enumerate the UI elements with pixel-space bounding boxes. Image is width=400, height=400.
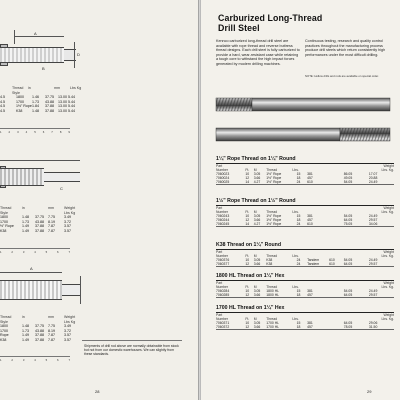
- shank-table-cell: 43.88: [45, 99, 54, 104]
- table-cell: 1½" Rope: [266, 180, 282, 185]
- page-number-left: 28: [95, 389, 100, 394]
- shank-table-cell: 43.88: [35, 328, 44, 333]
- shank-table-cell: 3.57: [64, 224, 71, 229]
- inch-scale-3: 1 2 3 4 5 6 7: [0, 357, 70, 362]
- table-cell: 1800 HL: [266, 293, 280, 298]
- table-header-row: Part Weight: [216, 313, 394, 317]
- table-cell: 24: [296, 258, 301, 263]
- table-cell: 7060372: [216, 325, 230, 330]
- shank-table-cell: 1.84: [32, 104, 39, 109]
- shank-table-cell: 5.44: [68, 108, 75, 113]
- table-header-row: Number Ft. M Thread Lbs. Lbs. Kg.: [216, 254, 394, 259]
- shank-table-cell: 37.88: [35, 333, 44, 338]
- left-page: A B D Thread in mm Lbs Kg Style 4.5 1800 1.46 37.75 13.00 5.44 4.5 1700 1.73 43.88 13.00 5.44 4.5 1½" Rope 1.84 37.88 13.00 5.44 4.5 K38 1.48 37.88 13.00 5.44 1 2 3 4 5 6 7 8 9 C Thread in mm Weight Style Lbs Kg 1800 1.48 37.75 7.75 3.49 1700 1.73 43.88 8.19 3.72 ½" Rope 1.49 37.88 7.87 3.57 K38 1.49 37.88 7.87 3.57 1 2 3 4 5 6 7 A Thread in mm Weight Style Lbs Kg 1800 1.48 37.75 7.75 3.49 1700 1.73 43.88 8.19 3.72 Rope 1.49 37.88 7.87 3.57 K38 1.49 37.88 7.87 3.57 1 2 3 4 5 6 7 Shipments of drill rod above are normally obtainable from stock but not from our domestic warehouses. We can slightly from these standards. 28: [0, 0, 198, 400]
- table-cell: 24.49: [368, 214, 378, 219]
- shank-table-cell: 4.5: [0, 108, 5, 113]
- table-cell: 7060023: [216, 172, 230, 177]
- shank-table-cell: 13.00: [58, 95, 67, 100]
- table-cell: 18: [296, 293, 301, 298]
- table-cell: 14: [245, 222, 250, 227]
- table-cell: 457: [307, 325, 313, 330]
- table-cell: 34.06: [368, 222, 378, 227]
- table-cell: 10: [245, 258, 250, 263]
- product-table: [216, 250, 394, 266]
- footnote: Shipments of drill rod above are normally obtainable from stock but not from our domestic warehouses. We can slightly from these standards.: [84, 344, 179, 356]
- shank-table-cell: 1700: [0, 219, 8, 224]
- table-cell: 86.05: [343, 172, 353, 177]
- table-cell: 1800 HL: [266, 289, 280, 294]
- shank-table-cell: 1.48: [32, 108, 39, 113]
- table-header-row: Number Ft. M Thread Lbs. Lbs. Kg.: [216, 285, 394, 290]
- thread-segment-upper: [216, 98, 252, 111]
- shank-table-cell: 1.73: [22, 328, 29, 333]
- shank-table-2-rows: [0, 215, 82, 233]
- shank-table-cell: 13.00: [58, 99, 67, 104]
- shank-table-cell: 37.88: [45, 108, 54, 113]
- table-cell: 1½" Rope: [266, 176, 282, 181]
- shank-table-cell: 3.57: [64, 333, 71, 338]
- table-cell: 7060245: [216, 222, 230, 227]
- shank-table-cell: 4.5: [0, 99, 5, 104]
- title-line-1: Carburized Long-Thread: [218, 13, 323, 23]
- product-table: [216, 281, 394, 297]
- shank-table-cell: 1.48: [22, 324, 29, 329]
- table-cell: 29.57: [368, 218, 378, 223]
- table-cell: 12: [245, 262, 250, 267]
- thread-segment-lower: [340, 128, 390, 141]
- table-cell: K38: [266, 258, 273, 263]
- page-number-right: 29: [367, 389, 372, 394]
- table-cell: 64.05: [343, 262, 353, 267]
- table-cell: 381: [307, 214, 313, 219]
- table-header-row: Part Weight: [216, 250, 394, 254]
- shank-table-1: Thread in mm Lbs Kg Style 4.5 1800 1.46 37.75 13.00 5.44 4.5 1700 1.73 43.88 13.00 5.44 4.5 1½" Rope 1.84 37.88 13.00 5.44 4.5 K38 1.48 37.88 13.00 5.44: [0, 86, 82, 113]
- table-cell: 24: [296, 180, 301, 185]
- table-cell: 54.05: [343, 180, 353, 185]
- shank-table-cell: 3.57: [64, 337, 71, 342]
- shank-table-cell: 1700: [16, 99, 24, 104]
- shank-table-cell: 13.00: [58, 104, 67, 109]
- rod-body-upper: [252, 98, 390, 111]
- shank-table-1-rows: [0, 95, 82, 113]
- table-cell: 4.27: [253, 222, 261, 227]
- table-cell: 12: [245, 325, 250, 330]
- table-cell: 1½" Rope: [266, 172, 282, 177]
- section-title: 1800 HL Thread on 1¼" Hex: [216, 273, 285, 279]
- shank-table-cell: 37.75: [45, 95, 54, 100]
- table-header-row: Number Ft. M Thread Lbs. Lbs. Kg.: [216, 168, 394, 173]
- table-cell: 3.66: [253, 262, 261, 267]
- table-cell: 24: [296, 262, 301, 267]
- table-cell: 3.05: [253, 214, 261, 219]
- table-header-row: Part Weight: [216, 281, 394, 285]
- shank-table-cell: K38: [16, 108, 23, 113]
- table-cell: 24: [296, 222, 301, 227]
- table-cell: 1700 HL: [266, 321, 280, 326]
- table-cell: 7060024: [216, 176, 230, 181]
- shank-table-cell: 8.19: [48, 219, 55, 224]
- shank-table-cell: 1.49: [22, 224, 29, 229]
- shank-table-cell: 37.88: [35, 224, 44, 229]
- table-cell: 49.05: [343, 176, 353, 181]
- table-cell: 18: [296, 218, 301, 223]
- table-cell: 75.05: [343, 222, 353, 227]
- shank-table-cell: 13.00: [58, 108, 67, 113]
- table-cell: 29.57: [368, 262, 378, 267]
- shank-table-cell: 7.87: [48, 333, 55, 338]
- table-cell: 24.49: [368, 289, 378, 294]
- availability-note: NOTE: Hollow drills and rods are available on special order.: [305, 74, 379, 78]
- table-cell: 457: [307, 176, 313, 181]
- table-cell: 64.05: [343, 218, 353, 223]
- table-cell: 7060371: [216, 321, 230, 326]
- shank-table-cell: 37.75: [35, 215, 44, 220]
- table-cell: 10: [245, 214, 250, 219]
- table-cell: 1700 HL: [266, 325, 280, 330]
- table-cell: 3.05: [253, 321, 261, 326]
- shank-table-cell: 7.75: [48, 215, 55, 220]
- table-cell: 10: [245, 289, 250, 294]
- table-cell: 3.05: [253, 172, 261, 177]
- product-table: [216, 313, 394, 329]
- table-header-row: Part Weight: [216, 164, 394, 168]
- table-cell: 7060285: [216, 293, 230, 298]
- shank-table-cell: 7.75: [48, 324, 55, 329]
- table-cell: K38: [266, 262, 273, 267]
- table-cell: 610: [329, 262, 335, 267]
- title-line-2: Drill Steel: [218, 22, 260, 33]
- shank-table-cell: 1800: [0, 324, 8, 329]
- section-title: 1½" Rope Thread on 1½" Round: [216, 198, 296, 204]
- table-cell: 18: [296, 176, 301, 181]
- table-cell: 4.27: [253, 180, 261, 185]
- table-cell: 3.66: [253, 293, 261, 298]
- product-section: [216, 156, 394, 185]
- product-table: [216, 164, 394, 184]
- shank-table-3-rows: [0, 324, 82, 342]
- shank-table-row: [0, 109, 82, 114]
- product-section: [216, 273, 394, 298]
- shank-table-3: Thread in mm Weight Style Lbs Kg 1800 1.48 37.75 7.75 3.49 1700 1.73 43.88 8.19 3.72 Rope 1.49 37.88 7.87 3.57 K38 1.49 37.88 7.87 3.57: [0, 315, 82, 343]
- table-cell: 64.05: [343, 293, 353, 298]
- table-cell: 3.66: [253, 176, 261, 181]
- shank-table-cell: 1.73: [32, 99, 39, 104]
- shank-table-cell: 7.87: [48, 337, 55, 342]
- table-cell: 54.05: [343, 289, 353, 294]
- table-cell: 1½" Rope: [266, 222, 282, 227]
- table-header-row: Number Ft. M Thread Lbs. Lbs. Kg.: [216, 210, 394, 215]
- table-cell: 7060377: [216, 262, 230, 267]
- shank-table-cell: 7.87: [48, 228, 55, 233]
- shank-table-cell: K38: [0, 337, 7, 342]
- shank-table-cell: 3.72: [64, 328, 71, 333]
- drill-steel-illustration: [216, 92, 394, 150]
- table-cell: 10: [245, 172, 250, 177]
- table-cell: 457: [307, 293, 313, 298]
- shank-table-cell: 1.46: [32, 95, 39, 100]
- table-cell: 3.05: [253, 289, 261, 294]
- table-cell: Tandem: [307, 258, 320, 263]
- shank-table-cell: 5.44: [68, 104, 75, 109]
- shank-table-row: [0, 338, 82, 343]
- table-cell: 12: [245, 176, 250, 181]
- shank-table-cell: 43.88: [35, 219, 44, 224]
- table-cell: 1½" Rope: [266, 214, 282, 219]
- shank-table-cell: 37.75: [35, 324, 44, 329]
- table-cell: 457: [307, 218, 313, 223]
- table-cell: 7060025: [216, 180, 230, 185]
- right-page: [201, 0, 400, 400]
- footnote-rule: [82, 340, 182, 341]
- product-section: [216, 242, 394, 267]
- shank-table-cell: 1½" Rope: [16, 104, 32, 109]
- table-cell: 381: [307, 321, 313, 326]
- page-title: [218, 14, 322, 33]
- intro-paragraph-left: Kennco carburized long-thread drill steel are available with rope thread and reverse buttress thread designs. Each drill steel is fully carburized to provide a hard, wear-resistant case while retaining a tough core to withstand the high impact forces generated by modern drilling machines.: [216, 39, 300, 66]
- shank-table-cell: 3.49: [64, 324, 71, 329]
- table-header-row: Number Ft. M Thread Lbs. Lbs. Kg.: [216, 317, 394, 322]
- table-cell: 610: [307, 222, 313, 227]
- table-cell: 14: [245, 180, 250, 185]
- shank-table-cell: 8.19: [48, 328, 55, 333]
- shank-table-cell: 1.49: [22, 337, 29, 342]
- shank-table-cell: 37.88: [45, 104, 54, 109]
- shank-table-cell: 1.48: [22, 215, 29, 220]
- table-cell: 54.05: [343, 214, 353, 219]
- table-cell: 24.49: [368, 180, 378, 185]
- shank-table-cell: 1.49: [22, 333, 29, 338]
- table-cell: 17.07: [368, 172, 378, 177]
- table-cell: 29.57: [368, 293, 378, 298]
- shank-table-cell: 1800: [0, 215, 8, 220]
- table-cell: 7060243: [216, 214, 230, 219]
- section-title: 1¼" Rope Thread on 1¼" Round: [216, 156, 296, 162]
- table-cell: 15: [296, 321, 301, 326]
- product-section: [216, 198, 394, 227]
- table-cell: 20.88: [368, 176, 378, 181]
- shank-table-2: Thread in mm Weight Style Lbs Kg 1800 1.48 37.75 7.75 3.49 1700 1.73 43.88 8.19 3.72 ½" Rope 1.49 37.88 7.87 3.57 K38 1.49 37.88 7.87 3.57: [0, 206, 82, 234]
- shank-table-row: [0, 229, 82, 234]
- intro-paragraph-right: Continuous testing, research and quality control practices throughout the manufacturing process produce drill steels which return consistently high performances under the most difficult drilling.: [305, 39, 386, 57]
- table-cell: Tandem: [307, 262, 320, 267]
- shank-table-cell: 1.73: [22, 219, 29, 224]
- shank-table-cell: 5.44: [68, 99, 75, 104]
- shank-table-cell: K38: [0, 228, 7, 233]
- table-cell: 18: [296, 325, 301, 330]
- product-section: [216, 305, 394, 330]
- table-cell: 78.05: [343, 325, 353, 330]
- shank-table-cell: 4.5: [0, 95, 5, 100]
- shank-table-cell: 5.44: [68, 95, 75, 100]
- table-cell: 15: [296, 172, 301, 177]
- shank-table-cell: 1.49: [22, 228, 29, 233]
- table-cell: 31.50: [368, 325, 378, 330]
- shank-table-cell: 3.49: [64, 215, 71, 220]
- table-cell: 24.49: [368, 258, 378, 263]
- table-cell: 1½" Rope: [266, 218, 282, 223]
- shank-table-cell: ½" Rope: [0, 224, 14, 229]
- shank-table-cell: Rope: [0, 333, 9, 338]
- shank-table-cell: 7.87: [48, 224, 55, 229]
- shank-table-cell: 37.88: [35, 337, 44, 342]
- table-cell: 15: [296, 289, 301, 294]
- shank-table-cell: 1800: [16, 95, 24, 100]
- shank-table-cell: 4.5: [0, 104, 5, 109]
- shank-table-cell: 1700: [0, 328, 8, 333]
- section-title: K38 Thread on 1¼" Round: [216, 242, 282, 248]
- table-cell: 12: [245, 293, 250, 298]
- rod-body-lower: [216, 128, 340, 141]
- table-cell: 54.05: [343, 258, 353, 263]
- section-title: 1700 HL Thread on 1¼" Hex: [216, 305, 285, 311]
- table-cell: 7060376: [216, 258, 230, 263]
- table-cell: 64.05: [343, 321, 353, 326]
- inch-scale-2: 1 2 3 4 5 6 7: [0, 249, 70, 254]
- table-cell: 29.06: [368, 321, 378, 326]
- table-cell: 3.66: [253, 325, 261, 330]
- table-cell: 7060244: [216, 218, 230, 223]
- product-table: [216, 206, 394, 226]
- table-cell: 7060284: [216, 289, 230, 294]
- table-cell: 10: [245, 321, 250, 326]
- table-cell: 12: [245, 218, 250, 223]
- table-cell: 381: [307, 172, 313, 177]
- table-cell: 3.05: [253, 258, 261, 263]
- inch-scale-1: 1 2 3 4 5 6 7 8 9: [0, 129, 70, 134]
- shank-table-cell: 3.72: [64, 219, 71, 224]
- table-cell: 15: [296, 214, 301, 219]
- shank-table-cell: 3.57: [64, 228, 71, 233]
- table-header-row: Part Weight: [216, 206, 394, 210]
- table-cell: 610: [307, 180, 313, 185]
- table-cell: 381: [307, 289, 313, 294]
- table-cell: 610: [329, 258, 335, 263]
- shank-table-cell: 37.88: [35, 228, 44, 233]
- table-cell: 3.66: [253, 218, 261, 223]
